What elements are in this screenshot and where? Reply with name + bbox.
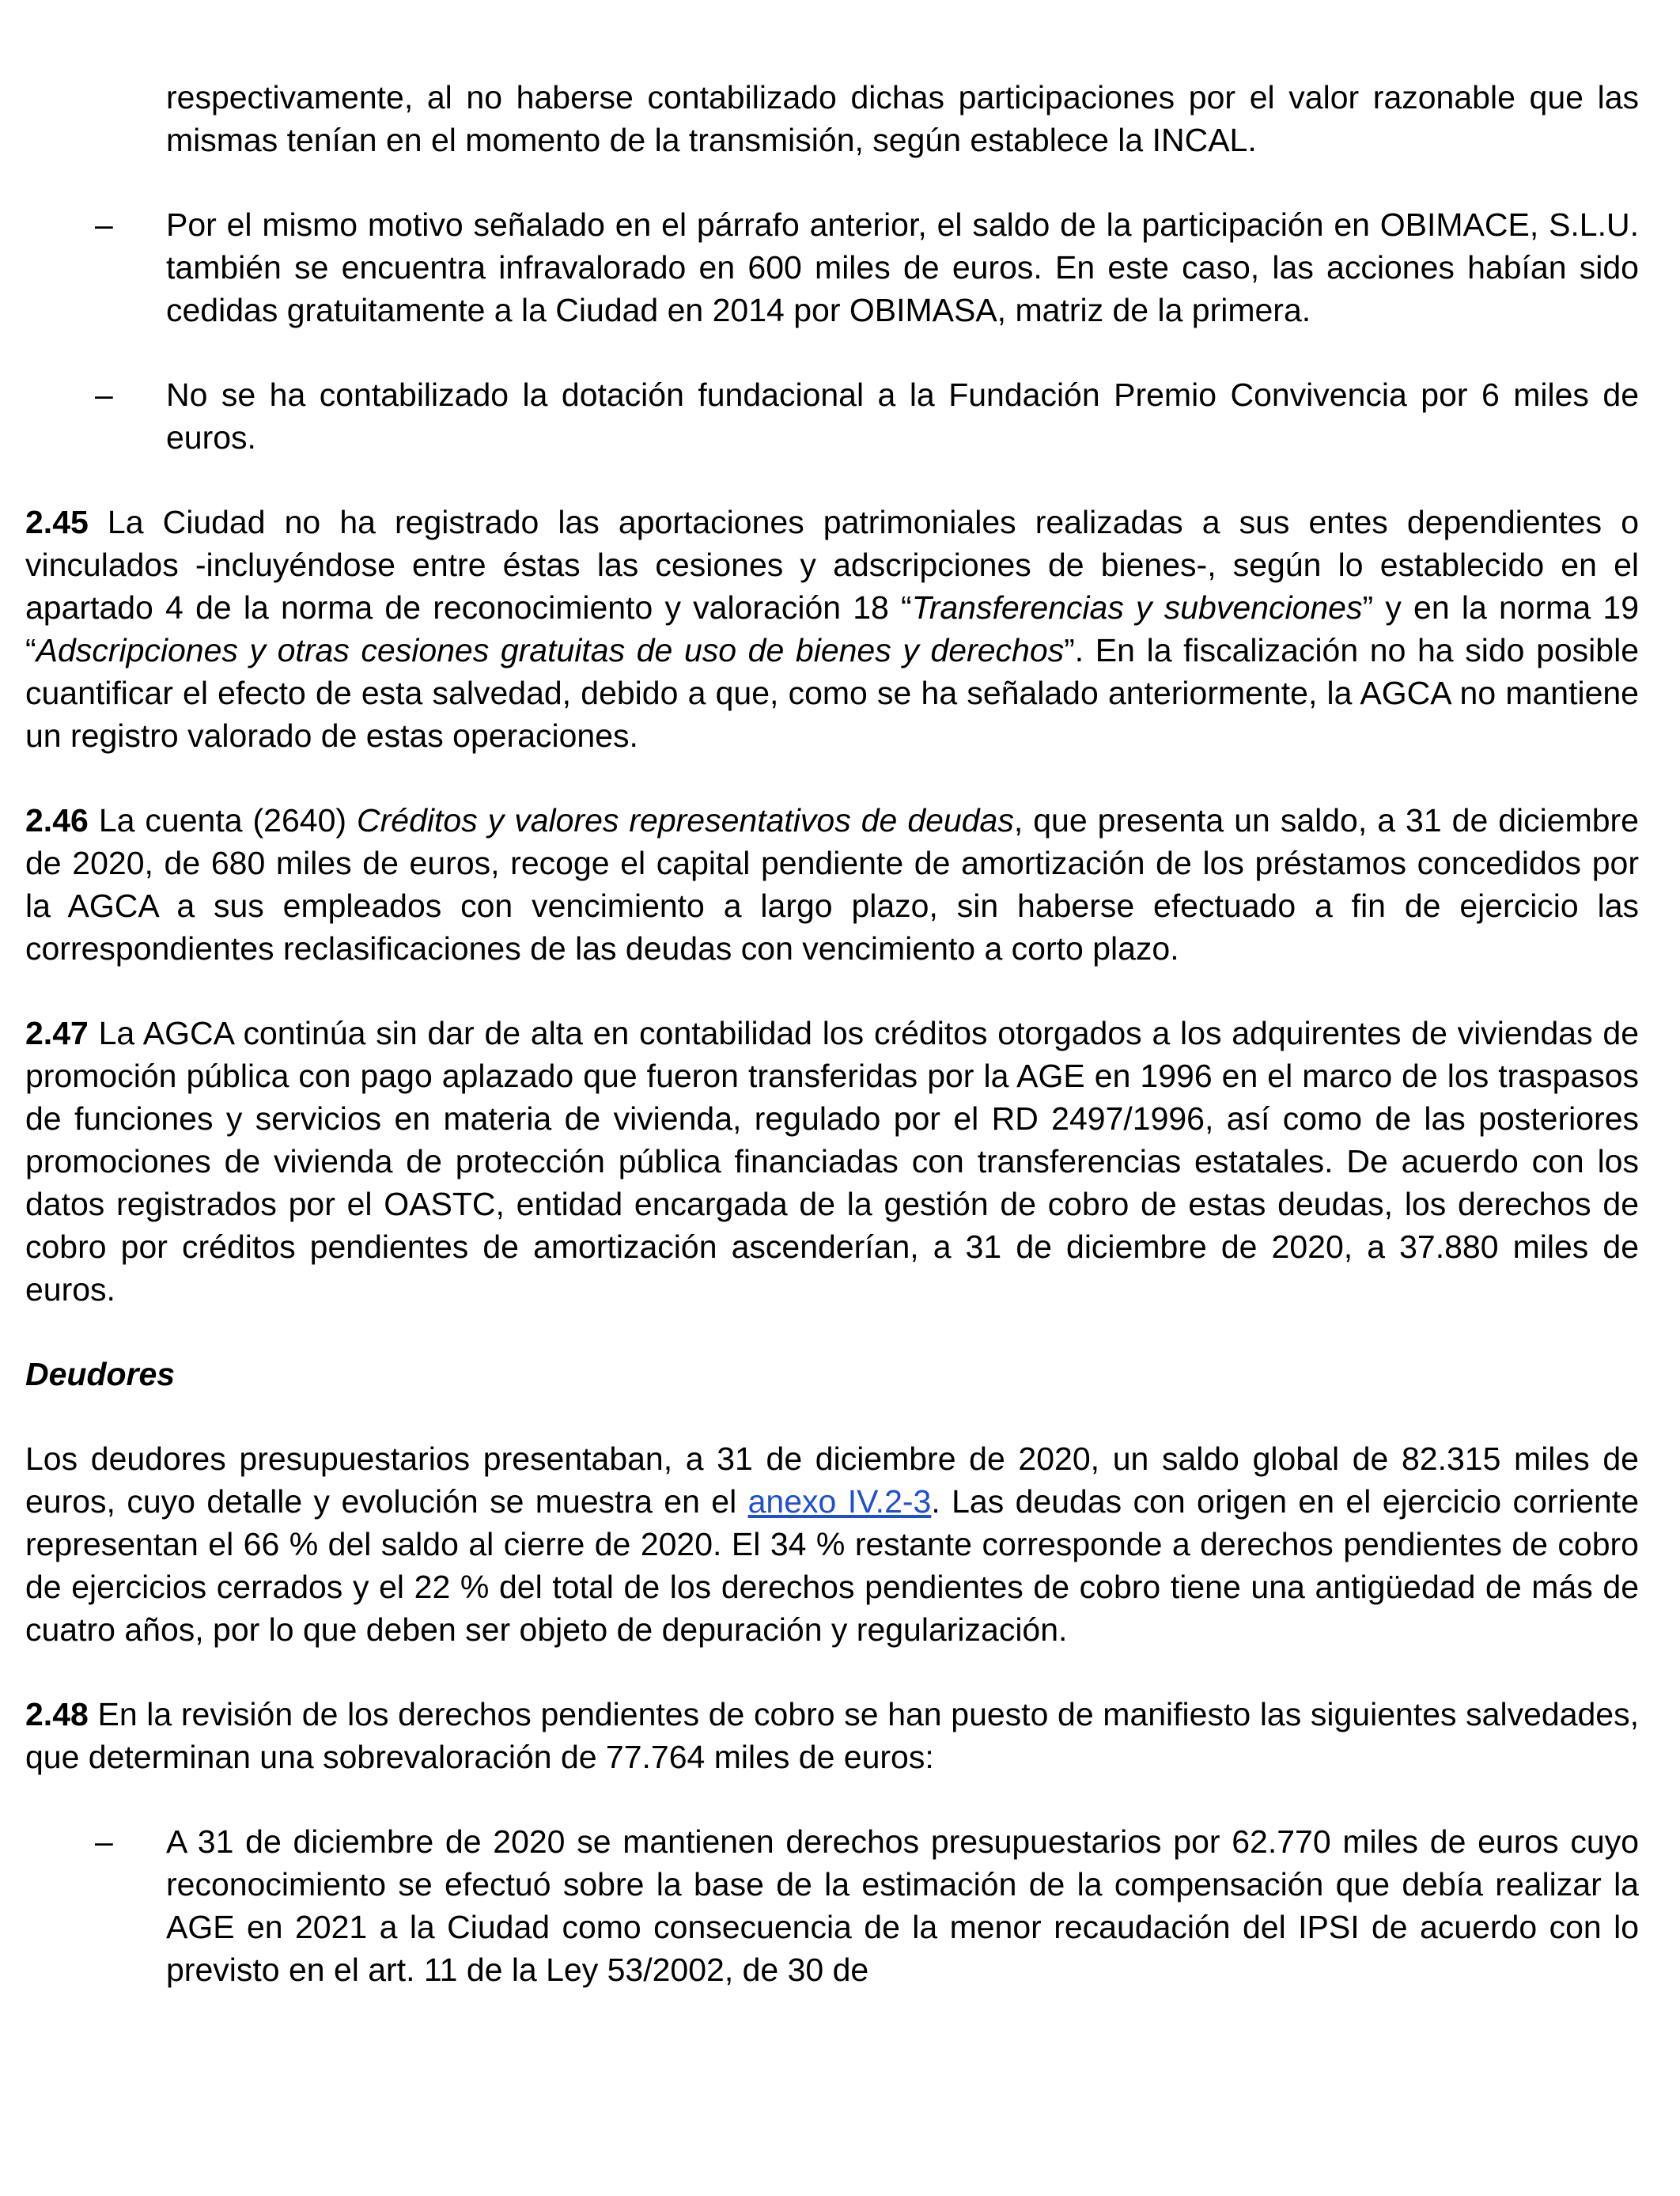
paragraph-deudores (25, 1437, 1639, 1651)
paragraph-number: 2.47 (25, 1015, 89, 1051)
paragraph-2-45 (25, 501, 1639, 757)
document-page (25, 76, 1639, 1991)
paragraph-2-48 (25, 1693, 1639, 1778)
italic-term: Transferencias y subvenciones (911, 589, 1363, 626)
paragraph-number: 2.48 (25, 1696, 89, 1732)
paragraph-2-47 (25, 1012, 1639, 1311)
dash-bullet-icon: – (95, 377, 113, 413)
paragraph-text: . Las deudas con origen en el ejercicio corriente representan el 66 % del saldo al cierre de 2020. El 34 % restante corresponde a derechos pendientes de cobro de ejercicios cerrados y el 22 % del total de los derechos pendientes de cobro tiene una antigüedad de más de cuatro años, por lo que deben ser objeto de depuración y regularización. (25, 1483, 1639, 1648)
paragraph-text: Los deudores presupuestarios presentaban, a 31 de diciembre de 2020, un saldo global de 82.315 miles de euros, cuyo detalle y evolución se muestra en el (25, 1441, 1639, 1520)
paragraph-text: La AGCA continúa sin dar de alta en contabilidad los créditos otorgados a los adquirentes de viviendas de promoción pública con pago aplazado que fueron transferidas por la AGE en 1996 en el marco de los traspasos de funciones y servicios en materia de vivienda, regulado por el RD 2497/1996, así como de las posteriores promociones de vivienda de protección pública financiadas con transferencias estatales. De acuerdo con los datos registrados por el OASTC, entidad encargada de la gestión de cobro de estas deudas, los derechos de cobro por créditos pendientes de amortización ascenderían, a 31 de diciembre de 2020, a 37.880 miles de euros. (25, 1015, 1639, 1308)
paragraph-number: 2.45 (25, 504, 89, 540)
paragraph-number: 2.46 (25, 802, 89, 839)
paragraph-text: La Ciudad no ha registrado las aportaciones patrimoniales realizadas a sus entes dependientes o vinculados -incluyéndose entre éstas las cesiones y adscripciones de bienes-, según lo establecido en el apartado 4 de la norma de reconocimiento y valoración 18 “ (25, 504, 1639, 626)
dash-bullet-icon: – (95, 206, 113, 243)
paragraph-text: ” y en la norma 19 “ (25, 589, 1639, 668)
dash-bullet-icon: – (95, 1823, 113, 1860)
italic-term: Créditos y valores representativos de deudas (357, 802, 1014, 839)
bullet-text: Por el mismo motivo señalado en el párrafo anterior, el saldo de la participación en OBIMACE, S.L.U. también se encuentra infravalorado en 600 miles de euros. En este caso, las acciones habían sido cedidas gratuitamente a la Ciudad en 2014 por OBIMASA, matriz de la primera. (166, 206, 1639, 328)
bullet-ipsi (25, 1820, 1639, 1991)
paragraph-text: En la revisión de los derechos pendientes de cobro se han puesto de manifiesto las siguientes salvedades, que determinan una sobrevaloración de 77.764 miles de euros: (25, 1696, 1639, 1775)
bullet-text: No se ha contabilizado la dotación fundacional a la Fundación Premio Convivencia por 6 miles de euros. (166, 377, 1639, 456)
continuation-paragraph: respectivamente, al no haberse contabilizado dichas participaciones por el valor razonable que las mismas tenían en el momento de la transmisión, según establece la INCAL. (166, 79, 1639, 158)
paragraph-text: ”. En la fiscalización no ha sido posible cuantificar el efecto de esta salvedad, debido a que, como se ha señalado anteriormente, la AGCA no mantiene un registro valorado de estas operaciones. (25, 632, 1639, 754)
annex-link[interactable]: anexo IV.2-3 (747, 1483, 932, 1520)
bullet-obimace (25, 203, 1639, 331)
italic-term: Adscripciones y otras cesiones gratuitas de uso de bienes y derechos (36, 632, 1065, 668)
bullet-fundacion (25, 373, 1639, 459)
section-heading-deudores: Deudores (25, 1356, 176, 1392)
bullet-text: A 31 de diciembre de 2020 se mantienen derechos presupuestarios por 62.770 miles de euros cuyo reconocimiento se efectuó sobre la base de la estimación de la compensación que debía realizar la AGE en 2021 a la Ciudad como consecuencia de la menor recaudación del IPSI de acuerdo con lo previsto en el art. 11 de la Ley 53/2002, de 30 de (166, 1823, 1639, 1988)
paragraph-text: , que presenta un saldo, a 31 de diciembre de 2020, de 680 miles de euros, recoge el capital pendiente de amortización de los préstamos concedidos por la AGCA a sus empleados con vencimiento a largo plazo, sin haberse efectuado a fin de ejercicio las correspondientes reclasificaciones de las deudas con vencimiento a corto plazo. (25, 802, 1639, 967)
paragraph-text: La cuenta (2640) (88, 802, 358, 839)
paragraph-2-46 (25, 799, 1639, 970)
